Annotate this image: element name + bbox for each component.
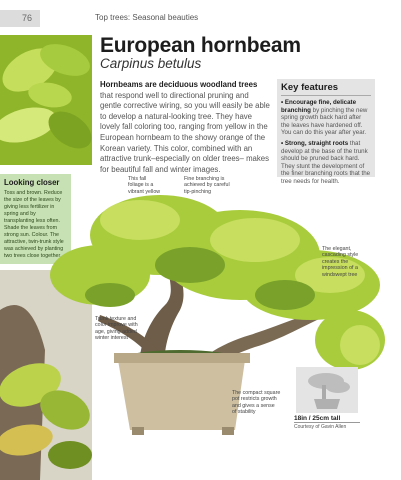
key-feature-bold: • Strong, straight roots — [281, 139, 349, 147]
annotation-trunk-texture: Trunk texture and color improve with age, giving added winter interest — [95, 316, 138, 342]
key-features-title: Key features — [281, 82, 371, 96]
key-feature-text: by pinching the new spring growth back hard after the leaves have hardened off. You can do this year after year. — [281, 106, 368, 137]
intro-line: that respond well to directional pruning and gentle — [100, 90, 249, 111]
key-features-box — [277, 79, 375, 185]
key-feature-item — [281, 99, 371, 137]
intro-line: attractive trunk–especially on older trees– — [100, 154, 244, 164]
page-title: European hornbeam — [100, 34, 301, 57]
courtesy-credit: Courtesy of Gavin Allen — [294, 424, 347, 430]
tree-size: 18in / 25cm tall — [294, 415, 341, 422]
sidebar-title: Looking closer — [4, 178, 60, 187]
annotation-fall-foliage: This fall foliage is a vibrant yellow — [128, 176, 161, 195]
size-silhouette-inset — [296, 367, 358, 413]
running-head: Top trees: Seasonal beauties — [95, 13, 199, 22]
intro-lead: Hornbeams are deciduous woodland trees — [100, 80, 258, 89]
annotation-pot: The compact square pot restricts growth and gives a sense of stability — [232, 390, 281, 416]
latin-name: Carpinus betulus — [100, 56, 202, 71]
leaf-closeup-photo-top — [0, 35, 92, 165]
page-number: 76 — [0, 10, 40, 27]
intro-line: develop a natural-looking tree. They have lovely — [100, 111, 253, 132]
intro-line: makes for beautiful fall and winter images. — [100, 154, 270, 174]
annotation-cascading-style: The elegant, cascading style creates the impression of a windswept tree — [322, 246, 359, 278]
intro-line: corrective wiring, so you will easily be able to — [100, 101, 270, 121]
intro-line: Korean variety. This color, combined with an — [100, 143, 253, 153]
intro-line: fall coloring too, ranging from yellow in the — [122, 122, 268, 132]
key-feature-bold: • Encourage fine, delicate branching — [281, 99, 357, 114]
key-feature-text: that develop at the base of the trunk should be pruned back hard. They stunt the development of the finer branching roots that the tree needs for health. — [281, 139, 371, 185]
intro-paragraph — [100, 80, 272, 175]
inset-divider — [294, 422, 360, 423]
intro-line: European hornbeam to the showy orange of the — [100, 132, 266, 142]
bonsai-silhouette-icon — [296, 367, 358, 413]
annotation-fine-branching: Fine branching is achieved by careful tip-pinching — [184, 176, 230, 195]
sidebar-text: Toss and brown. Reduce the size of the leaves by giving less fertilizer in spring and by transplanting less often. Shade the leaves from strong sun. Colour. The attractive, twin-trunk style was achieved by planting two trees close together. — [4, 190, 64, 259]
